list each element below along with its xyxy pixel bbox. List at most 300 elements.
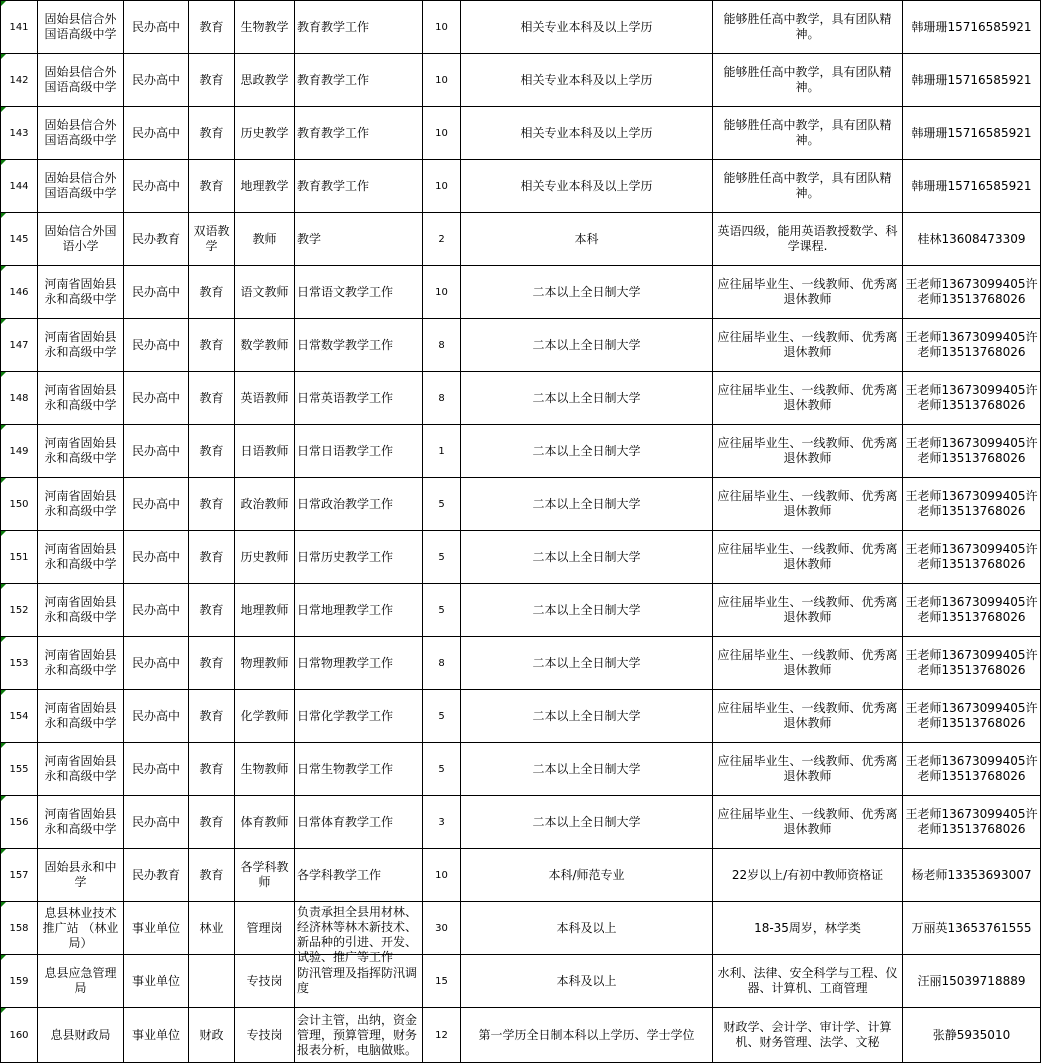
industry-cell-text: 教育 — [199, 549, 224, 564]
duty-cell-text: 日常政治教学工作 — [297, 496, 394, 511]
headcount-cell-text: 10 — [435, 286, 448, 298]
row-number-text: 156 — [9, 816, 29, 828]
industry-cell — [189, 902, 235, 955]
position-cell — [235, 1008, 295, 1063]
employer-cell-text: 河南省固始县永和高级中学 — [44, 277, 117, 306]
unit-type-cell — [124, 1008, 189, 1063]
row-number — [1, 107, 38, 160]
industry-cell-text: 教育 — [199, 178, 224, 193]
position-cell — [235, 743, 295, 796]
duty-cell-text: 教学 — [297, 231, 322, 246]
requirement-cell — [713, 160, 903, 213]
requirement-cell — [713, 425, 903, 478]
industry-cell-text: 教育 — [199, 867, 224, 882]
contact-cell-text: 王老师13673099405许老师13513768026 — [905, 489, 1038, 518]
education-cell-text: 二本以上全日制大学 — [532, 496, 641, 511]
industry-cell-text: 教育 — [199, 284, 224, 299]
contact-cell-text: 王老师13673099405许老师13513768026 — [905, 436, 1038, 465]
duty-cell — [295, 849, 423, 902]
table-row — [1, 743, 1041, 796]
industry-cell — [189, 425, 235, 478]
requirement-cell-text: 应往届毕业生、一线教师、优秀离退休教师 — [717, 648, 898, 677]
unit-type-cell — [124, 955, 189, 1008]
duty-cell — [295, 213, 423, 266]
headcount-cell-text: 10 — [435, 74, 448, 86]
requirement-cell-text: 英语四级，能用英语教授数学、科学课程. — [717, 224, 898, 253]
table-row — [1, 54, 1041, 107]
row-number — [1, 531, 38, 584]
employer-cell — [38, 478, 124, 531]
requirement-cell-text: 18-35周岁，林学类 — [754, 920, 861, 935]
headcount-cell — [423, 213, 461, 266]
duty-cell-text: 会计主管，出纳，资金管理，预算管理，财务报表分析，电脑做账。 — [297, 1012, 418, 1057]
headcount-cell-text: 3 — [438, 816, 445, 828]
position-cell-text: 日语教师 — [240, 443, 289, 458]
contact-cell — [903, 478, 1041, 531]
industry-cell-text: 教育 — [199, 655, 224, 670]
contact-cell — [903, 584, 1041, 637]
requirement-cell-text: 应往届毕业生、一线教师、优秀离退休教师 — [717, 701, 898, 730]
unit-type-cell-text: 事业单位 — [131, 973, 180, 988]
headcount-cell-text: 10 — [435, 180, 448, 192]
contact-cell — [903, 160, 1041, 213]
industry-cell-text: 双语教学 — [193, 224, 230, 253]
employer-cell — [38, 372, 124, 425]
row-number-text: 158 — [9, 922, 29, 934]
education-cell — [461, 902, 713, 955]
contact-cell — [903, 531, 1041, 584]
position-cell-text: 各学科教师 — [240, 860, 289, 889]
duty-cell — [295, 637, 423, 690]
unit-type-cell — [124, 425, 189, 478]
headcount-cell — [423, 160, 461, 213]
row-number-text: 157 — [9, 869, 29, 881]
unit-type-cell-text: 民办高中 — [131, 549, 180, 564]
contact-cell-text: 韩珊珊15716585921 — [911, 72, 1032, 87]
headcount-cell-text: 15 — [435, 975, 448, 987]
industry-cell-text: 财政 — [199, 1027, 224, 1042]
contact-cell — [903, 319, 1041, 372]
industry-cell-text: 教育 — [199, 72, 224, 87]
requirement-cell — [713, 266, 903, 319]
industry-cell — [189, 478, 235, 531]
employer-cell-text: 河南省固始县永和高级中学 — [44, 807, 117, 836]
row-number — [1, 743, 38, 796]
row-number — [1, 319, 38, 372]
headcount-cell-text: 8 — [438, 339, 445, 351]
education-cell — [461, 690, 713, 743]
row-number — [1, 690, 38, 743]
requirement-cell-text: 应往届毕业生、一线教师、优秀离退休教师 — [717, 595, 898, 624]
table-row — [1, 160, 1041, 213]
headcount-cell-text: 5 — [438, 551, 445, 563]
education-cell — [461, 160, 713, 213]
table-row — [1, 107, 1041, 160]
employer-cell — [38, 902, 124, 955]
industry-cell-text: 教育 — [199, 337, 224, 352]
headcount-cell — [423, 319, 461, 372]
headcount-cell — [423, 743, 461, 796]
duty-cell-text: 教育教学工作 — [297, 19, 370, 34]
unit-type-cell — [124, 531, 189, 584]
row-number-text: 143 — [9, 127, 29, 139]
position-cell — [235, 796, 295, 849]
headcount-cell — [423, 955, 461, 1008]
contact-cell — [903, 955, 1041, 1008]
industry-cell — [189, 1, 235, 54]
row-number-text: 146 — [9, 286, 29, 298]
employer-cell-text: 固始县信合外国语高级中学 — [44, 118, 117, 147]
headcount-cell-text: 8 — [438, 657, 445, 669]
row-number — [1, 372, 38, 425]
position-cell — [235, 478, 295, 531]
duty-cell-text: 日常化学教学工作 — [297, 708, 394, 723]
requirement-cell-text: 财政学、会计学、审计学、计算机、财务管理、法学、文秘 — [723, 1020, 892, 1049]
headcount-cell-text: 2 — [438, 233, 445, 245]
position-cell — [235, 637, 295, 690]
unit-type-cell-text: 民办高中 — [131, 72, 180, 87]
table-row — [1, 796, 1041, 849]
contact-cell-text: 万丽英13653761555 — [911, 920, 1032, 935]
employer-cell-text: 河南省固始县永和高级中学 — [44, 542, 117, 571]
row-number — [1, 1008, 38, 1063]
position-cell — [235, 54, 295, 107]
industry-cell-text: 教育 — [199, 814, 224, 829]
headcount-cell-text: 5 — [438, 763, 445, 775]
employer-cell-text: 息县财政局 — [50, 1027, 111, 1042]
unit-type-cell — [124, 478, 189, 531]
education-cell-text: 二本以上全日制大学 — [532, 761, 641, 776]
duty-cell — [295, 372, 423, 425]
position-cell — [235, 849, 295, 902]
row-number — [1, 425, 38, 478]
requirement-cell — [713, 902, 903, 955]
employer-cell — [38, 266, 124, 319]
unit-type-cell — [124, 584, 189, 637]
row-number — [1, 213, 38, 266]
duty-cell — [295, 531, 423, 584]
employer-cell-text: 河南省固始县永和高级中学 — [44, 595, 117, 624]
education-cell-text: 二本以上全日制大学 — [532, 337, 641, 352]
table-row — [1, 1, 1041, 54]
employer-cell — [38, 849, 124, 902]
education-cell — [461, 1008, 713, 1063]
duty-cell — [295, 54, 423, 107]
headcount-cell-text: 8 — [438, 392, 445, 404]
industry-cell-text: 教育 — [199, 602, 224, 617]
contact-cell — [903, 266, 1041, 319]
duty-cell-text: 日常英语教学工作 — [297, 390, 394, 405]
unit-type-cell — [124, 266, 189, 319]
row-number-text: 147 — [9, 339, 29, 351]
table-row — [1, 425, 1041, 478]
requirement-cell — [713, 690, 903, 743]
employer-cell — [38, 1, 124, 54]
employer-cell-text: 河南省固始县永和高级中学 — [44, 436, 117, 465]
table-row — [1, 213, 1041, 266]
education-cell-text: 第一学历全日制本科以上学历、学士学位 — [478, 1027, 695, 1042]
industry-cell — [189, 796, 235, 849]
duty-cell-text: 日常地理教学工作 — [297, 602, 394, 617]
duty-cell — [295, 1, 423, 54]
unit-type-cell-text: 民办高中 — [131, 814, 180, 829]
unit-type-cell-text: 民办高中 — [131, 178, 180, 193]
position-cell — [235, 902, 295, 955]
unit-type-cell-text: 民办高中 — [131, 602, 180, 617]
duty-cell — [295, 160, 423, 213]
education-cell — [461, 266, 713, 319]
employer-cell-text: 河南省固始县永和高级中学 — [44, 701, 117, 730]
contact-cell — [903, 796, 1041, 849]
education-cell — [461, 849, 713, 902]
industry-cell — [189, 637, 235, 690]
contact-cell-text: 王老师13673099405许老师13513768026 — [905, 595, 1038, 624]
requirement-cell-text: 应往届毕业生、一线教师、优秀离退休教师 — [717, 542, 898, 571]
requirement-cell-text: 应往届毕业生、一线教师、优秀离退休教师 — [717, 807, 898, 836]
education-cell — [461, 319, 713, 372]
education-cell-text: 本科/师范专业 — [548, 867, 625, 882]
row-number — [1, 1, 38, 54]
unit-type-cell — [124, 160, 189, 213]
education-cell-text: 二本以上全日制大学 — [532, 390, 641, 405]
contact-cell-text: 王老师13673099405许老师13513768026 — [905, 807, 1038, 836]
employer-cell — [38, 1008, 124, 1063]
duty-cell — [295, 266, 423, 319]
unit-type-cell-text: 民办高中 — [131, 337, 180, 352]
row-number — [1, 266, 38, 319]
duty-cell — [295, 743, 423, 796]
row-number-text: 155 — [9, 763, 29, 775]
unit-type-cell — [124, 690, 189, 743]
duty-cell-text: 教育教学工作 — [297, 125, 370, 140]
employer-cell-text: 河南省固始县永和高级中学 — [44, 648, 117, 677]
education-cell — [461, 531, 713, 584]
row-number — [1, 54, 38, 107]
duty-cell — [295, 796, 423, 849]
headcount-cell — [423, 637, 461, 690]
position-cell-text: 教师 — [252, 231, 277, 246]
employer-cell — [38, 637, 124, 690]
unit-type-cell — [124, 319, 189, 372]
position-cell — [235, 319, 295, 372]
employer-cell-text: 固始县永和中学 — [44, 860, 117, 889]
contact-cell-text: 王老师13673099405许老师13513768026 — [905, 542, 1038, 571]
industry-cell-text: 教育 — [199, 496, 224, 511]
requirement-cell — [713, 1, 903, 54]
employer-cell-text: 河南省固始县永和高级中学 — [44, 383, 117, 412]
position-cell — [235, 372, 295, 425]
headcount-cell — [423, 584, 461, 637]
unit-type-cell — [124, 213, 189, 266]
contact-cell-text: 王老师13673099405许老师13513768026 — [905, 701, 1038, 730]
headcount-cell — [423, 690, 461, 743]
education-cell — [461, 637, 713, 690]
contact-cell-text: 韩珊珊15716585921 — [911, 178, 1032, 193]
education-cell-text: 相关专业本科及以上学历 — [520, 178, 653, 193]
requirement-cell — [713, 531, 903, 584]
education-cell-text: 相关专业本科及以上学历 — [520, 72, 653, 87]
table-row — [1, 849, 1041, 902]
employer-cell-text: 河南省固始县永和高级中学 — [44, 330, 117, 359]
duty-cell — [295, 478, 423, 531]
duty-cell-text: 日常生物教学工作 — [297, 761, 394, 776]
position-cell-text: 地理教师 — [240, 602, 289, 617]
requirement-cell — [713, 584, 903, 637]
unit-type-cell-text: 民办高中 — [131, 443, 180, 458]
position-cell-text: 专技岗 — [246, 973, 283, 988]
table-row — [1, 372, 1041, 425]
education-cell — [461, 796, 713, 849]
employer-cell — [38, 160, 124, 213]
row-number-text: 149 — [9, 445, 29, 457]
row-number-text: 154 — [9, 710, 29, 722]
industry-cell — [189, 160, 235, 213]
requirement-cell — [713, 849, 903, 902]
requirement-cell-text: 应往届毕业生、一线教师、优秀离退休教师 — [717, 277, 898, 306]
contact-cell — [903, 425, 1041, 478]
headcount-cell-text: 12 — [435, 1029, 448, 1041]
industry-cell-text: 教育 — [199, 443, 224, 458]
headcount-cell-text: 10 — [435, 21, 448, 33]
industry-cell-text: 教育 — [199, 390, 224, 405]
duty-cell — [295, 902, 423, 964]
duty-cell-text: 日常语文教学工作 — [297, 284, 394, 299]
industry-cell — [189, 1008, 235, 1063]
contact-cell-text: 王老师13673099405许老师13513768026 — [905, 648, 1038, 677]
requirement-cell-text: 水利、法律、安全科学与工程、仪器、计算机、工商管理 — [717, 966, 898, 995]
employer-cell-text: 固始县信合外国语高级中学 — [44, 171, 117, 200]
unit-type-cell — [124, 796, 189, 849]
duty-cell-text: 日常历史教学工作 — [297, 549, 394, 564]
position-cell — [235, 213, 295, 266]
duty-cell — [295, 319, 423, 372]
industry-cell — [189, 54, 235, 107]
education-cell-text: 本科及以上 — [556, 920, 617, 935]
position-cell — [235, 160, 295, 213]
education-cell-text: 二本以上全日制大学 — [532, 602, 641, 617]
education-cell-text: 二本以上全日制大学 — [532, 814, 641, 829]
headcount-cell — [423, 54, 461, 107]
unit-type-cell-text: 事业单位 — [131, 920, 180, 935]
position-cell-text: 管理岗 — [246, 920, 283, 935]
industry-cell — [189, 584, 235, 637]
row-number — [1, 637, 38, 690]
contact-cell — [903, 1008, 1041, 1063]
industry-cell-text: 林业 — [199, 920, 224, 935]
requirement-cell-text: 能够胜任高中教学，具有团队精神。 — [723, 12, 892, 41]
position-cell-text: 地理教学 — [240, 178, 289, 193]
headcount-cell — [423, 478, 461, 531]
requirement-cell-text: 应往届毕业生、一线教师、优秀离退休教师 — [717, 754, 898, 783]
industry-cell — [189, 372, 235, 425]
unit-type-cell-text: 民办教育 — [131, 867, 180, 882]
requirement-cell — [713, 743, 903, 796]
industry-cell-text: 教育 — [199, 761, 224, 776]
row-number-text: 145 — [9, 233, 29, 245]
position-cell-text: 生物教师 — [240, 761, 289, 776]
contact-cell-text: 张静5935010 — [932, 1027, 1011, 1042]
row-number-text: 141 — [9, 21, 29, 33]
education-cell-text: 二本以上全日制大学 — [532, 284, 641, 299]
position-cell-text: 化学教师 — [240, 708, 289, 723]
contact-cell-text: 汪丽15039718889 — [917, 973, 1026, 988]
employer-cell — [38, 690, 124, 743]
position-cell-text: 英语教师 — [240, 390, 289, 405]
education-cell-text: 本科 — [574, 231, 599, 246]
industry-cell — [189, 531, 235, 584]
employer-cell-text: 固始信合外国语小学 — [44, 224, 117, 253]
education-cell — [461, 425, 713, 478]
requirement-cell — [713, 213, 903, 266]
requirement-cell-text: 应往届毕业生、一线教师、优秀离退休教师 — [717, 489, 898, 518]
table-row — [1, 319, 1041, 372]
education-cell-text: 相关专业本科及以上学历 — [520, 125, 653, 140]
employer-cell — [38, 319, 124, 372]
unit-type-cell — [124, 107, 189, 160]
contact-cell — [903, 743, 1041, 796]
position-cell-text: 专技岗 — [246, 1027, 283, 1042]
headcount-cell-text: 10 — [435, 127, 448, 139]
employer-cell — [38, 584, 124, 637]
row-number — [1, 955, 38, 1008]
position-cell — [235, 584, 295, 637]
contact-cell — [903, 372, 1041, 425]
table-row — [1, 902, 1041, 955]
requirement-cell — [713, 372, 903, 425]
employer-cell — [38, 54, 124, 107]
education-cell — [461, 743, 713, 796]
contact-cell-text: 杨老师13353693007 — [911, 867, 1032, 882]
headcount-cell — [423, 796, 461, 849]
row-number — [1, 849, 38, 902]
education-cell — [461, 372, 713, 425]
industry-cell-text: 教育 — [199, 708, 224, 723]
table-row — [1, 955, 1041, 1008]
requirement-cell-text: 应往届毕业生、一线教师、优秀离退休教师 — [717, 330, 898, 359]
duty-cell-text: 教育教学工作 — [297, 178, 370, 193]
position-cell — [235, 107, 295, 160]
requirement-cell — [713, 54, 903, 107]
headcount-cell — [423, 1008, 461, 1063]
industry-cell — [189, 213, 235, 266]
unit-type-cell — [124, 1, 189, 54]
row-number-text: 160 — [9, 1029, 29, 1041]
requirement-cell-text: 应往届毕业生、一线教师、优秀离退休教师 — [717, 383, 898, 412]
unit-type-cell — [124, 372, 189, 425]
contact-cell-text: 王老师13673099405许老师13513768026 — [905, 330, 1038, 359]
contact-cell — [903, 690, 1041, 743]
contact-cell — [903, 213, 1041, 266]
headcount-cell-text: 5 — [438, 710, 445, 722]
industry-cell — [189, 955, 235, 1008]
duty-cell — [295, 690, 423, 743]
education-cell — [461, 1, 713, 54]
employer-cell-text: 固始县信合外国语高级中学 — [44, 12, 117, 41]
education-cell — [461, 955, 713, 1008]
contact-cell-text: 王老师13673099405许老师13513768026 — [905, 277, 1038, 306]
education-cell-text: 相关专业本科及以上学历 — [520, 19, 653, 34]
headcount-cell — [423, 372, 461, 425]
requirement-cell-text: 能够胜任高中教学，具有团队精神。 — [723, 65, 892, 94]
contact-cell-text: 王老师13673099405许老师13513768026 — [905, 383, 1038, 412]
position-cell-text: 物理教师 — [240, 655, 289, 670]
headcount-cell — [423, 425, 461, 478]
headcount-cell — [423, 1, 461, 54]
row-number-text: 159 — [9, 975, 29, 987]
employer-cell-text: 息县应急管理局 — [44, 966, 117, 995]
contact-cell — [903, 849, 1041, 902]
unit-type-cell — [124, 54, 189, 107]
